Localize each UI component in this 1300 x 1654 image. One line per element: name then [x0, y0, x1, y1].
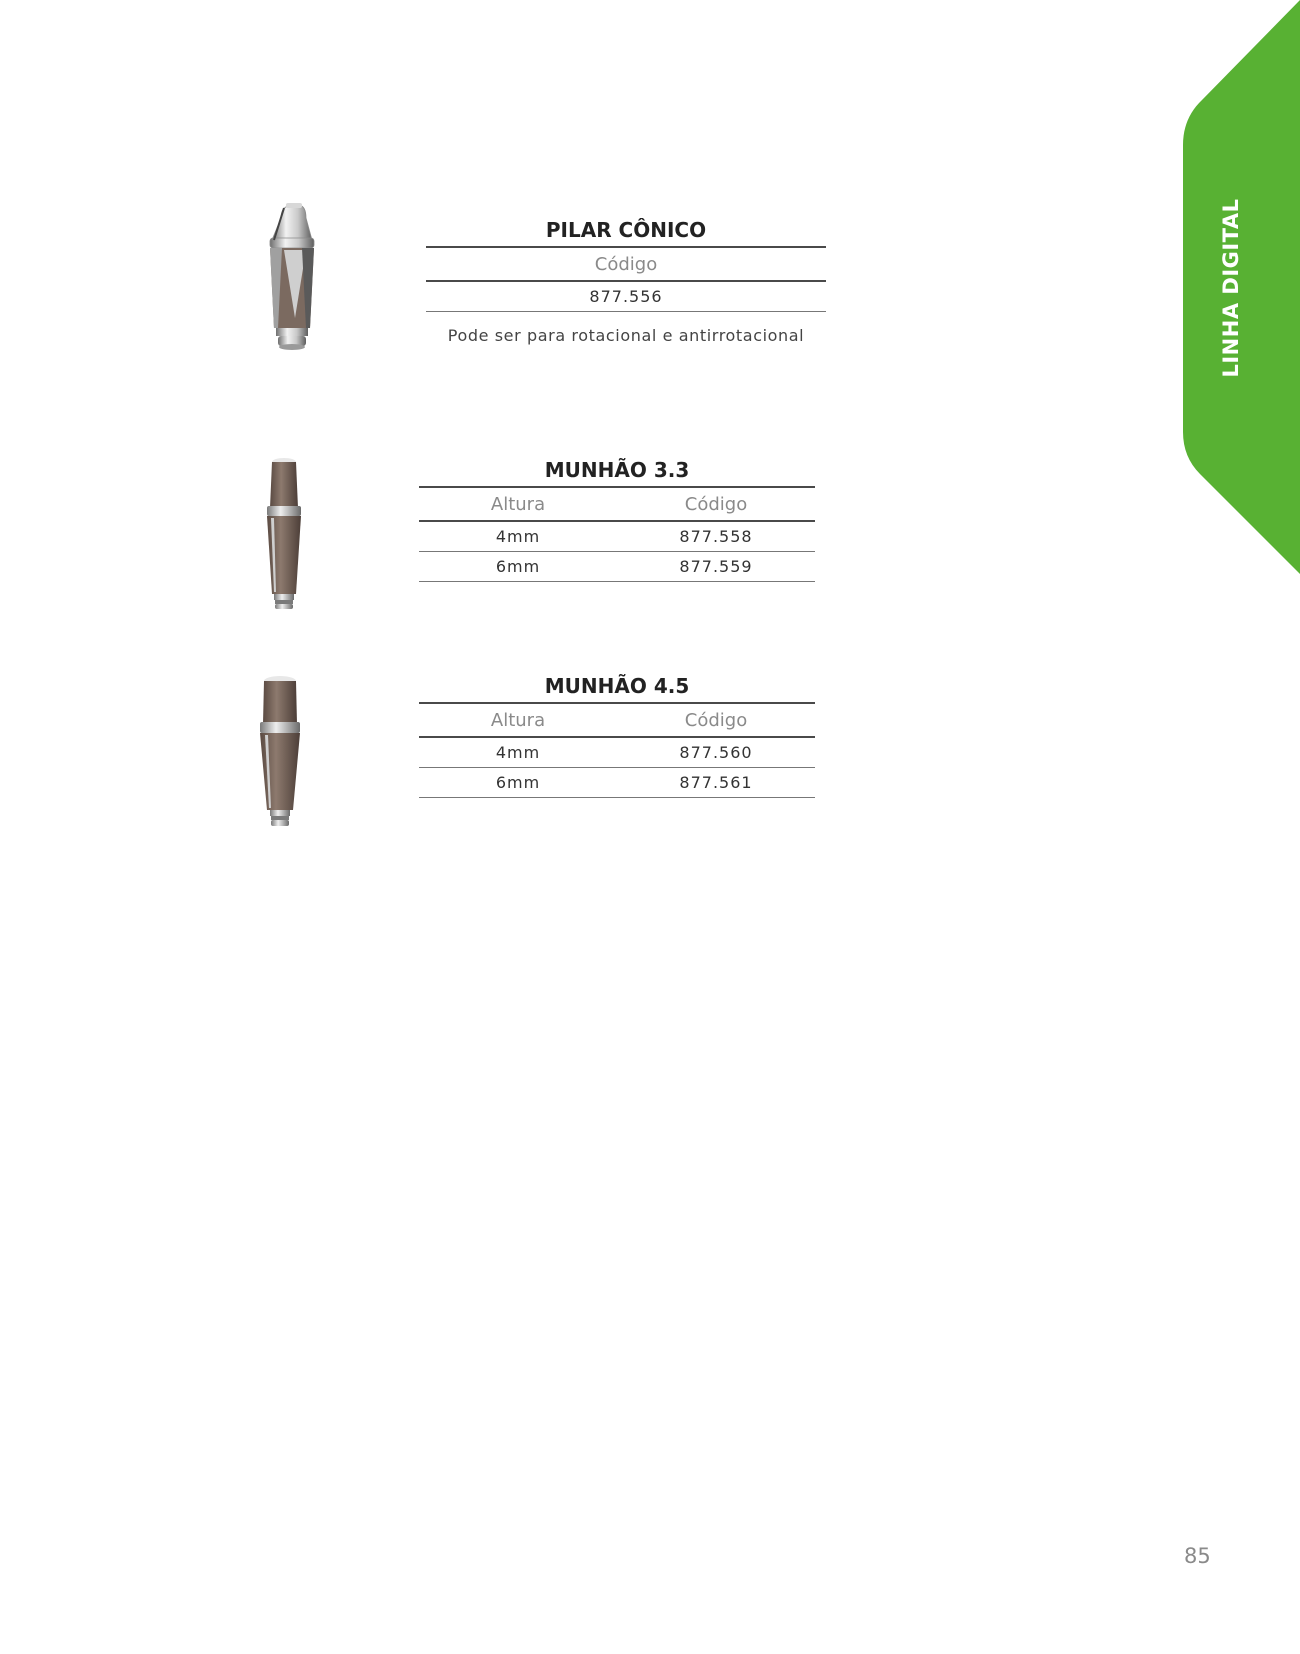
cell-altura: 4mm: [419, 521, 617, 552]
product-title: MUNHÃO 4.5: [544, 674, 690, 698]
table-header-row: [419, 703, 815, 737]
cell-codigo: 877.558: [617, 521, 815, 552]
table-row: [419, 768, 815, 798]
header-codigo: Código: [426, 247, 826, 281]
munhao-4-5-table: [419, 702, 815, 798]
cell-codigo: 877.556: [426, 281, 826, 312]
cell-altura: 6mm: [419, 552, 617, 582]
pilar-conico-block: [426, 218, 826, 345]
header-altura: Altura: [419, 703, 617, 737]
pilar-conico-table: [426, 246, 826, 312]
table-row: [419, 521, 815, 552]
table-header-row: [426, 247, 826, 281]
munhao-4-5-block: [419, 674, 815, 798]
cell-altura: 6mm: [419, 768, 617, 798]
munhao-3-3-image: [262, 456, 306, 616]
header-codigo: Código: [617, 487, 815, 521]
product-title: MUNHÃO 3.3: [544, 458, 690, 482]
table-header-row: [419, 487, 815, 521]
header-codigo: Código: [617, 703, 815, 737]
table-row: [426, 281, 826, 312]
munhao-4-5-image: [256, 674, 304, 834]
product-note: Pode ser para rotacional e antirrotacional: [447, 326, 805, 345]
pilar-conico-image: [262, 200, 322, 360]
product-title: PILAR CÔNICO: [545, 218, 707, 242]
munhao-3-3-block: [419, 458, 815, 582]
munhao-3-3-table: [419, 486, 815, 582]
page-number: 85: [1184, 1544, 1211, 1568]
cell-codigo: 877.560: [617, 737, 815, 768]
cell-codigo: 877.561: [617, 768, 815, 798]
header-altura: Altura: [419, 487, 617, 521]
table-row: [419, 737, 815, 768]
section-side-tab-label: LINHA DIGITAL: [1219, 198, 1243, 378]
cell-codigo: 877.559: [617, 552, 815, 582]
cell-altura: 4mm: [419, 737, 617, 768]
table-row: [419, 552, 815, 582]
